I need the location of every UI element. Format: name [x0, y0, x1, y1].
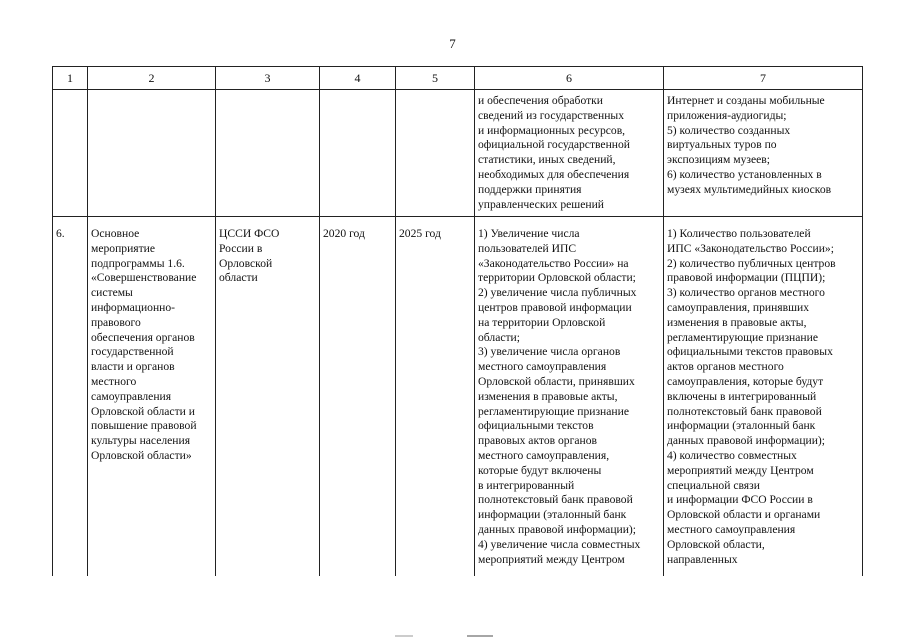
- expected-result-cell: 1) Увеличение числа пользователей ИПС «Законодательство России» на территории Орловской области; 2) увеличение числа публичных центров правовой информации на территории Орловской области; 3) увеличение числа органов местного самоуправления Орловской области, принявших изменения в правовые акты, регламентирующие признание официальными текстов правовых актов органов местного самоуправления, которые будут включены в интегрированный полнотекстовый банк правовой информации (эталонный банк данных правовой информации); 4) увеличение числа совместных мероприятий между Центром: [475, 217, 664, 577]
- indicator-cell: 1) Количество пользователей ИПС «Законодательство России»; 2) количество публичных центров правовой информации (ПЦПИ); 3) количество органов местного самоуправления, принявших изменения в правовые акты, регламентирующие признание официальными текстов правовых актов органов местного самоуправления, которые будут включены в интегрированный полнотекстовый банк правовой информации (эталонный банк данных правовой информации); 4) количество совместных мероприятий между Центром специальной связи и информации ФСО России в Орловской области и органами местного самоуправления Орловской области, направленных: [664, 217, 863, 577]
- table-row: [53, 217, 863, 577]
- table-row: [53, 90, 863, 217]
- header-cell: 1: [53, 67, 88, 90]
- header-cell: 6: [475, 67, 664, 90]
- expected-result-cell: и обеспечения обработки сведений из государственных и информационных ресурсов, официальной государственной статистики, иных сведений, необходимых для обеспечения поддержки принятия управленческих решений: [475, 90, 664, 217]
- end-year-cell: [396, 90, 475, 217]
- indicator-cell: Интернет и созданы мобильные приложения-аудиогиды; 5) количество созданных виртуальных туров по экспозициям музеев; 6) количество установленных в музеях мультимедийных киосков: [664, 90, 863, 217]
- header-cell: 2: [88, 67, 216, 90]
- header-cell: 7: [664, 67, 863, 90]
- scan-artifact: [395, 634, 515, 638]
- end-year-cell: 2025 год: [396, 217, 475, 577]
- start-year-cell: 2020 год: [320, 217, 396, 577]
- executor-cell: [216, 90, 320, 217]
- executor-cell: ЦССИ ФСО России в Орловской области: [216, 217, 320, 577]
- header-cell: 4: [320, 67, 396, 90]
- activity-name-cell: [88, 90, 216, 217]
- table-header-row: [53, 67, 863, 90]
- start-year-cell: [320, 90, 396, 217]
- row-number-cell: [53, 90, 88, 217]
- header-cell: 3: [216, 67, 320, 90]
- page-number: 7: [449, 36, 456, 51]
- program-table: [52, 66, 863, 576]
- row-number-cell: 6.: [53, 217, 88, 577]
- header-cell: 5: [396, 67, 475, 90]
- activity-name-cell: Основное мероприятие подпрограммы 1.6. «Совершенствование системы информационно- правового обеспечения органов государственной власти и органов местного самоуправления Орловской области и повышение правовой культуры населения Орловской области»: [88, 217, 216, 577]
